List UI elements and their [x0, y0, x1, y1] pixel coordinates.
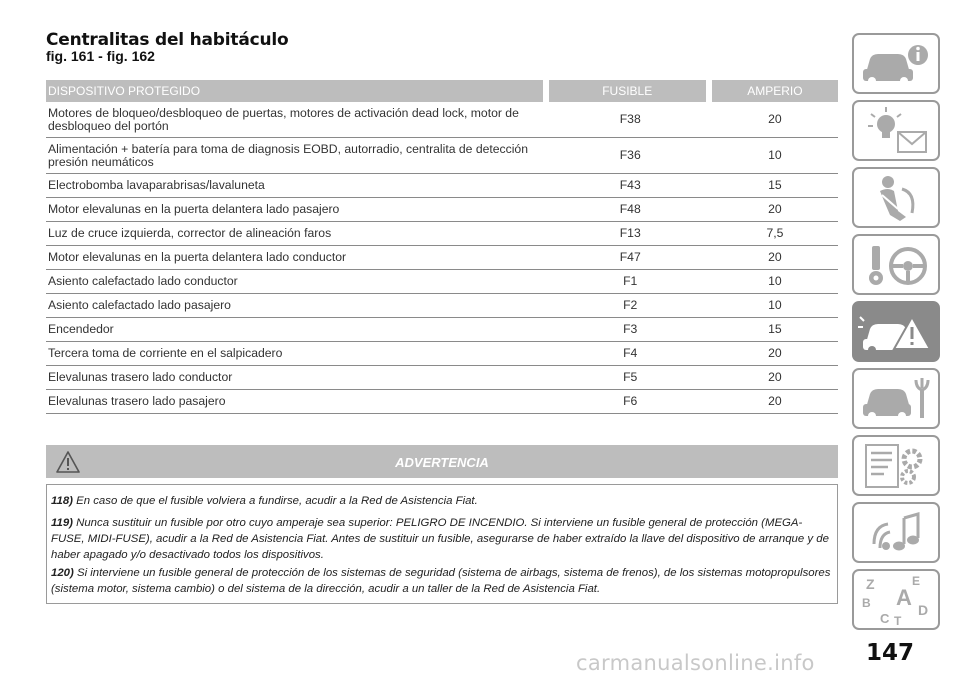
alphabetical-index-icon	[854, 571, 938, 628]
fuse-cell: F43	[549, 174, 712, 198]
amps-cell: 15	[712, 174, 838, 198]
amps-cell: 15	[712, 318, 838, 342]
table-row	[46, 102, 838, 138]
index-letter: A	[896, 585, 912, 610]
amps-cell: 20	[712, 342, 838, 366]
fuse-cell: F5	[549, 366, 712, 390]
table-row	[46, 198, 838, 222]
note-text: Nunca sustituir un fusible por otro cuyo amperaje sea superior: PELIGRO DE INCENDIO. Si interviene un fusible general de protección (MEGA-FUSE, MIDI-FUSE), acudir a la Red de Asistencia Fiat. Antes de sustituir un fusible, asegurarse de haber extraído la llave del dispositivo de arranque y de haber apagado y/o desactivado todos los dispositivos.	[51, 517, 829, 561]
chapter-tab-emergency[interactable]	[852, 301, 940, 362]
fuse-cell: F48	[549, 198, 712, 222]
fuse-cell: F36	[549, 138, 712, 174]
warning-note	[51, 493, 831, 509]
car-emergency-icon	[854, 303, 938, 360]
table-row	[46, 270, 838, 294]
device-cell: Motor elevalunas en la puerta delantera lado conductor	[46, 246, 549, 270]
amps-cell: 20	[712, 198, 838, 222]
device-cell: Motor elevalunas en la puerta delantera lado pasajero	[46, 198, 549, 222]
device-cell: Elevalunas trasero lado conductor	[46, 366, 549, 390]
fuse-cell: F1	[549, 270, 712, 294]
section-title: Centralitas del habitáculo	[46, 30, 289, 50]
warning-light-message-icon	[854, 102, 938, 159]
amps-cell: 20	[712, 246, 838, 270]
chapter-tab-technical-data[interactable]	[852, 435, 940, 496]
device-cell: Asiento calefactado lado conductor	[46, 270, 549, 294]
fuse-cell: F4	[549, 342, 712, 366]
warning-title: ADVERTENCIA	[395, 455, 489, 470]
key-steering-wheel-icon	[854, 236, 938, 293]
chapter-tab-multimedia[interactable]	[852, 502, 940, 563]
amps-cell: 7,5	[712, 222, 838, 246]
table-row	[46, 318, 838, 342]
fuse-cell: F2	[549, 294, 712, 318]
page-number: 147	[866, 640, 915, 666]
column-header-amps: AMPERIO	[712, 80, 838, 102]
amps-cell: 10	[712, 294, 838, 318]
amps-cell: 20	[712, 102, 838, 138]
table-header-row	[46, 80, 838, 102]
note-number: 118)	[51, 495, 73, 507]
table-row	[46, 222, 838, 246]
index-letter: Z	[866, 576, 875, 592]
chapter-tab-car-info[interactable]	[852, 33, 940, 94]
table-row	[46, 366, 838, 390]
index-letter: C	[880, 611, 890, 626]
index-letter: D	[918, 602, 929, 618]
warning-header	[46, 445, 838, 478]
note-number: 120)	[51, 567, 74, 579]
index-letter: T	[894, 614, 902, 628]
note-text: En caso de que el fusible volviera a fundirse, acudir a la Red de Asistencia Fiat.	[76, 495, 478, 507]
device-cell: Asiento calefactado lado pasajero	[46, 294, 549, 318]
fuse-cell: F38	[549, 102, 712, 138]
device-cell: Alimentación + batería para toma de diagnosis EOBD, autorradio, centralita de detección presión neumáticos	[46, 138, 549, 174]
table-row	[46, 174, 838, 198]
note-number: 119)	[51, 517, 73, 529]
warning-notes	[46, 484, 838, 604]
chapter-tab-warnings[interactable]	[852, 100, 940, 161]
warning-note	[51, 515, 831, 563]
fuse-cell: F47	[549, 246, 712, 270]
chapter-tab-starting-driving[interactable]	[852, 234, 940, 295]
car-info-icon	[854, 35, 938, 92]
device-cell: Luz de cruce izquierda, corrector de alineación faros	[46, 222, 549, 246]
watermark: carmanualsonline.info	[576, 651, 815, 675]
fuse-table	[46, 80, 838, 414]
table-row	[46, 294, 838, 318]
table-row	[46, 342, 838, 366]
fuse-cell: F13	[549, 222, 712, 246]
note-text: Si interviene un fusible general de protección de los sistemas de seguridad (sistema de airbags, sistema de frenos), de los sistemas motopropulsores (sistema motor, sistema cambio) o del sistema de la dirección, acudir a un taller de la Red de Asistencia Fiat.	[51, 567, 831, 595]
table-row	[46, 246, 838, 270]
amps-cell: 20	[712, 366, 838, 390]
table-row	[46, 138, 838, 174]
amps-cell: 10	[712, 270, 838, 294]
column-header-fuse: FUSIBLE	[549, 80, 712, 102]
column-header-device: DISPOSITIVO PROTEGIDO	[46, 80, 549, 102]
device-cell: Motores de bloqueo/desbloqueo de puertas, motores de activación dead lock, motor de desbloqueo del portón	[46, 102, 549, 138]
fuse-cell: F6	[549, 390, 712, 414]
chapter-tab-index[interactable]	[852, 569, 940, 630]
device-cell: Tercera toma de corriente en el salpicadero	[46, 342, 549, 366]
seat-safety-icon	[854, 169, 938, 226]
multimedia-icon	[854, 504, 938, 561]
fuse-cell: F3	[549, 318, 712, 342]
table-row	[46, 390, 838, 414]
car-maintenance-icon	[854, 370, 938, 427]
index-letter: B	[862, 596, 871, 610]
index-letter: E	[912, 574, 921, 588]
chapter-tab-maintenance[interactable]	[852, 368, 940, 429]
device-cell: Encendedor	[46, 318, 549, 342]
chapter-tab-safety[interactable]	[852, 167, 940, 228]
warning-note	[51, 565, 831, 597]
technical-data-icon	[854, 437, 938, 494]
device-cell: Electrobomba lavaparabrisas/lavaluneta	[46, 174, 549, 198]
figure-reference: fig. 161 - fig. 162	[46, 48, 155, 64]
amps-cell: 20	[712, 390, 838, 414]
device-cell: Elevalunas trasero lado pasajero	[46, 390, 549, 414]
amps-cell: 10	[712, 138, 838, 174]
